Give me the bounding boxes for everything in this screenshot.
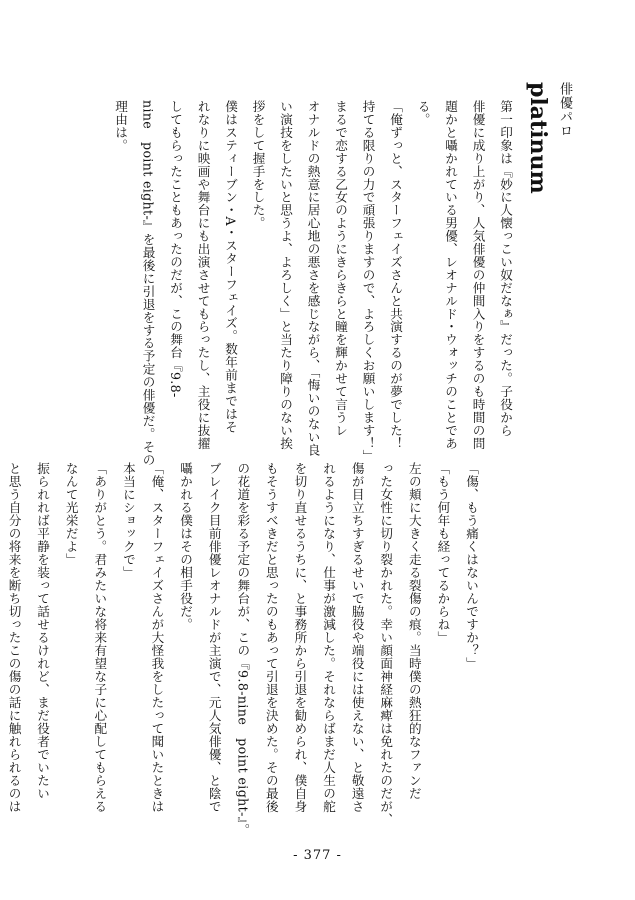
genre-label: 俳優パロ xyxy=(557,82,572,138)
upper-text-block xyxy=(107,100,520,467)
text-line: まるで恋する乙女のようにきらきらと瞳を輝かせて言うレ xyxy=(333,100,348,437)
text-line: 左の頬に大きく走る裂傷の痕。当時僕の熱狂的なファンだ xyxy=(406,462,422,800)
text-line: を切り直せるうちに、と事務所から引退を勧められ、僕自身 xyxy=(292,462,308,813)
text-line: なんて光栄だよ」 xyxy=(63,462,79,566)
text-line: 「もう何年も経ってるからね」 xyxy=(435,462,451,644)
text-line: nine point eight-』を最後に引退をする予定の俳優だ。その xyxy=(140,100,156,467)
text-line: 第一印象は『妙に人懐っこい奴だなぁ』だった。子役から xyxy=(498,100,513,437)
text-line: 傷が目立ちすぎるせいで脇役や端役には使えない、と敬遠さ xyxy=(349,462,365,813)
text-line: してもらったこともあったのだが、この舞台『9.8- xyxy=(168,100,183,398)
text-line: 「俺ずっと、スターフェイズさんと共演するのが夢でした！ xyxy=(388,100,403,450)
text-line: れなりに映画や舞台にも出演させてもらったし、主役に抜擢 xyxy=(195,100,211,450)
text-line: もそうすべきだと思ったのもあって引退を決めた。その最後 xyxy=(263,462,279,813)
text-line: る。 xyxy=(415,100,431,126)
text-line: オナルドの熱意に居心地の悪さを感じながら、「悔いのない良 xyxy=(305,100,321,457)
text-line: 拶をして握手をした。 xyxy=(250,100,266,230)
text-line: 持てる限りの力で頑張りますので、よろしくお願いします！」 xyxy=(360,100,376,463)
text-line: れるようになり、仕事が激減した。それならばまだ人生の舵 xyxy=(321,462,337,813)
text-line: 僕はスティーブン・A・スターフェイズ。数年前まではそ xyxy=(223,100,238,434)
text-line: った女性に切り裂かれた。幸い顔面神経麻痺は免れたのだが、 xyxy=(378,462,394,826)
chapter-title: platinum xyxy=(525,82,551,194)
text-line: と思う自分の将来を断ち切ったこの傷の話に触れられるのは xyxy=(6,462,22,813)
text-line: 題かと囁かれている男優、レオナルド・ウォッチのことであ xyxy=(443,100,458,450)
text-line: ブレイク目前俳優レオナルドが主演で、元人気俳優、と陰で xyxy=(206,462,222,813)
text-line: 振られれば平静を装って話せるけれど、まだ役者でいたい xyxy=(35,462,51,800)
text-line: 「ありがとう。君みたいな将来有望な子に心配してもらえる xyxy=(92,462,108,813)
text-line: 本当にショックで」 xyxy=(120,462,136,579)
text-line: 「俺、スターフェイズさんが大怪我をしたって聞いたときは xyxy=(149,462,165,813)
page-number: - 377 - xyxy=(293,848,342,863)
text-line: 理由は。 xyxy=(113,100,128,152)
text-line: 「傷、もう痛くはないんですか？」 xyxy=(464,462,479,670)
text-line: の花道を彩る予定の舞台が、この『9.8-nine point eight-』。 xyxy=(235,462,251,837)
text-line: 囁かれる僕はその相手役だ。 xyxy=(178,462,194,631)
lower-text-block xyxy=(0,462,485,837)
text-line: 俳優に成り上がり、人気俳優の仲間入りをするのも時間の問 xyxy=(470,100,486,450)
text-line: い演技をしたいと思うよ、よろしく」と当たり障りのない挨 xyxy=(278,100,293,450)
chapter-header xyxy=(523,82,575,242)
